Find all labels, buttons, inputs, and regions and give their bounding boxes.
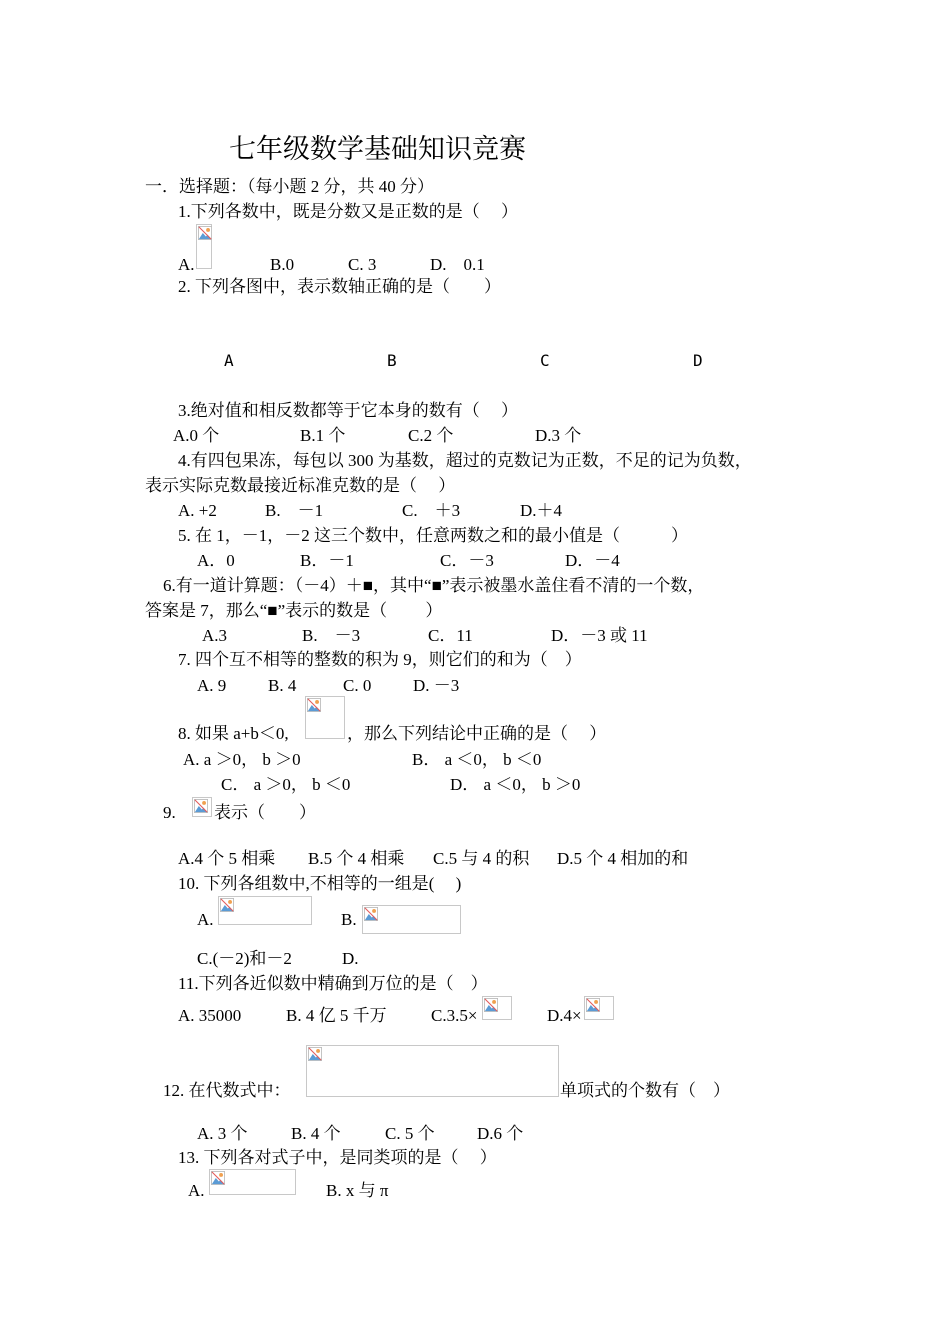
question-1-stem: 1.下列各数中，既是分数又是正数的是（ ） <box>178 202 518 221</box>
q2-figure-label-a: A <box>224 351 234 370</box>
question-2-stem: 2. 下列各图中，表示数轴正确的是（ ） <box>178 277 501 296</box>
question-12-stem: 12. 在代数式中： <box>163 1081 291 1100</box>
question-8-stem-cont: ，那么下列结论中正确的是（ ） <box>347 724 607 743</box>
q5-option-c: C．－3 <box>440 551 494 570</box>
broken-image-icon <box>482 996 512 1020</box>
q10-option-c: C.(－2)和－2 <box>197 949 292 968</box>
question-6-stem-cont: 答案是 7，那么“■”表示的数是（ ） <box>145 601 443 620</box>
q8-option-c: C． a ＞0， b ＜0 <box>221 775 351 794</box>
question-5-stem: 5. 在 1，－1，－2 这三个数中，任意两数之和的最小值是（ ） <box>178 526 688 545</box>
q7-option-c: C. 0 <box>343 676 372 695</box>
q6-option-c: C．11 <box>428 626 473 645</box>
broken-image-icon <box>305 696 345 739</box>
question-6-stem: 6.有一道计算题：（－4）＋■，其中“■”表示被墨水盖住看不清的一个数， <box>163 576 705 595</box>
question-9-number: 9. <box>163 803 176 822</box>
q12-option-c: C. 5 个 <box>385 1124 435 1143</box>
q12-option-a: A. 3 个 <box>197 1124 248 1143</box>
broken-image-icon <box>362 905 461 934</box>
q1-option-c: C. 3 <box>348 255 377 274</box>
q11-option-b: B. 4 亿 5 千万 <box>286 1006 387 1025</box>
broken-image-icon <box>306 1045 559 1097</box>
q10-option-a: A. <box>197 910 214 929</box>
q5-option-b: B．－1 <box>300 551 354 570</box>
q11-option-a: A. 35000 <box>178 1006 242 1025</box>
q4-option-d: D.＋4 <box>520 501 563 520</box>
q12-option-d: D.6 个 <box>477 1124 524 1143</box>
broken-image-icon <box>584 996 614 1020</box>
q7-option-b: B. 4 <box>268 676 297 695</box>
question-9-stem: 表示（ ） <box>214 803 316 822</box>
q8-option-b: B． a ＜0， b ＜0 <box>412 750 542 769</box>
q12-option-b: B. 4 个 <box>291 1124 341 1143</box>
question-13-stem: 13. 下列各对式子中，是同类项的是（ ） <box>178 1148 497 1167</box>
q10-option-d: D. <box>342 949 359 968</box>
q1-option-d: D. 0.1 <box>430 255 485 274</box>
question-4-stem-cont: 表示实际克数最接近标准克数的是（ ） <box>145 476 456 495</box>
q1-option-a: A. <box>178 255 195 274</box>
q13-option-a: A. <box>188 1181 205 1200</box>
q9-option-d: D.5 个 4 相加的和 <box>557 849 689 868</box>
q8-option-a: A. a ＞0， b ＞0 <box>183 750 301 769</box>
q5-option-a: A．0 <box>197 551 235 570</box>
question-4-stem: 4.有四包果冻，每包以 300 为基数，超过的克数记为正数，不足的记为负数， <box>178 451 752 470</box>
q4-option-b: B. －1 <box>265 501 324 520</box>
q5-option-d: D．－4 <box>565 551 620 570</box>
q11-option-c: C.3.5× <box>431 1006 478 1025</box>
page-title: 七年级数学基础知识竞赛 <box>229 134 526 164</box>
q4-option-c: C. ＋3 <box>402 501 461 520</box>
section-heading: 一．选择题：（每小题 2 分，共 40 分） <box>145 177 434 196</box>
question-7-stem: 7. 四个互不相等的整数的积为 9，则它们的和为（ ） <box>178 650 582 669</box>
q1-option-b: B.0 <box>270 255 295 274</box>
q2-figure-label-d: D <box>693 351 703 370</box>
question-11-stem: 11.下列各近似数中精确到万位的是（ ） <box>178 974 488 993</box>
question-12-stem-cont: 单项式的个数有（ ） <box>560 1081 730 1100</box>
broken-image-icon <box>218 896 312 925</box>
q7-option-d: D. －3 <box>413 676 460 695</box>
q8-option-d: D． a ＜0， b ＞0 <box>450 775 581 794</box>
q2-figure-label-c: C <box>540 351 550 370</box>
q3-option-a: A.0 个 <box>173 426 220 445</box>
question-8-stem: 8. 如果 a+b＜0, <box>178 724 289 743</box>
q6-option-b: B. －3 <box>302 626 361 645</box>
q9-option-c: C.5 与 4 的积 <box>433 849 530 868</box>
q7-option-a: A. 9 <box>197 676 227 695</box>
question-3-stem: 3.绝对值和相反数都等于它本身的数有（ ） <box>178 401 518 420</box>
q4-option-a: A. +2 <box>178 501 217 520</box>
broken-image-icon <box>192 797 212 817</box>
q3-option-d: D.3 个 <box>535 426 582 445</box>
q11-option-d: D.4× <box>547 1006 582 1025</box>
question-10-stem: 10. 下列各组数中,不相等的一组是( ) <box>178 874 462 893</box>
q3-option-b: B.1 个 <box>300 426 346 445</box>
q10-option-b: B. <box>341 910 357 929</box>
q3-option-c: C.2 个 <box>408 426 454 445</box>
q6-option-a: A.3 <box>202 626 228 645</box>
q9-option-a: A.4 个 5 相乘 <box>178 849 276 868</box>
q6-option-d: D．－3 或 11 <box>551 626 648 645</box>
q2-figure-label-b: B <box>387 351 397 370</box>
q13-option-b: B. x 与 π <box>326 1181 389 1200</box>
broken-image-icon <box>196 224 212 269</box>
broken-image-icon <box>209 1169 296 1195</box>
q9-option-b: B.5 个 4 相乘 <box>308 849 405 868</box>
